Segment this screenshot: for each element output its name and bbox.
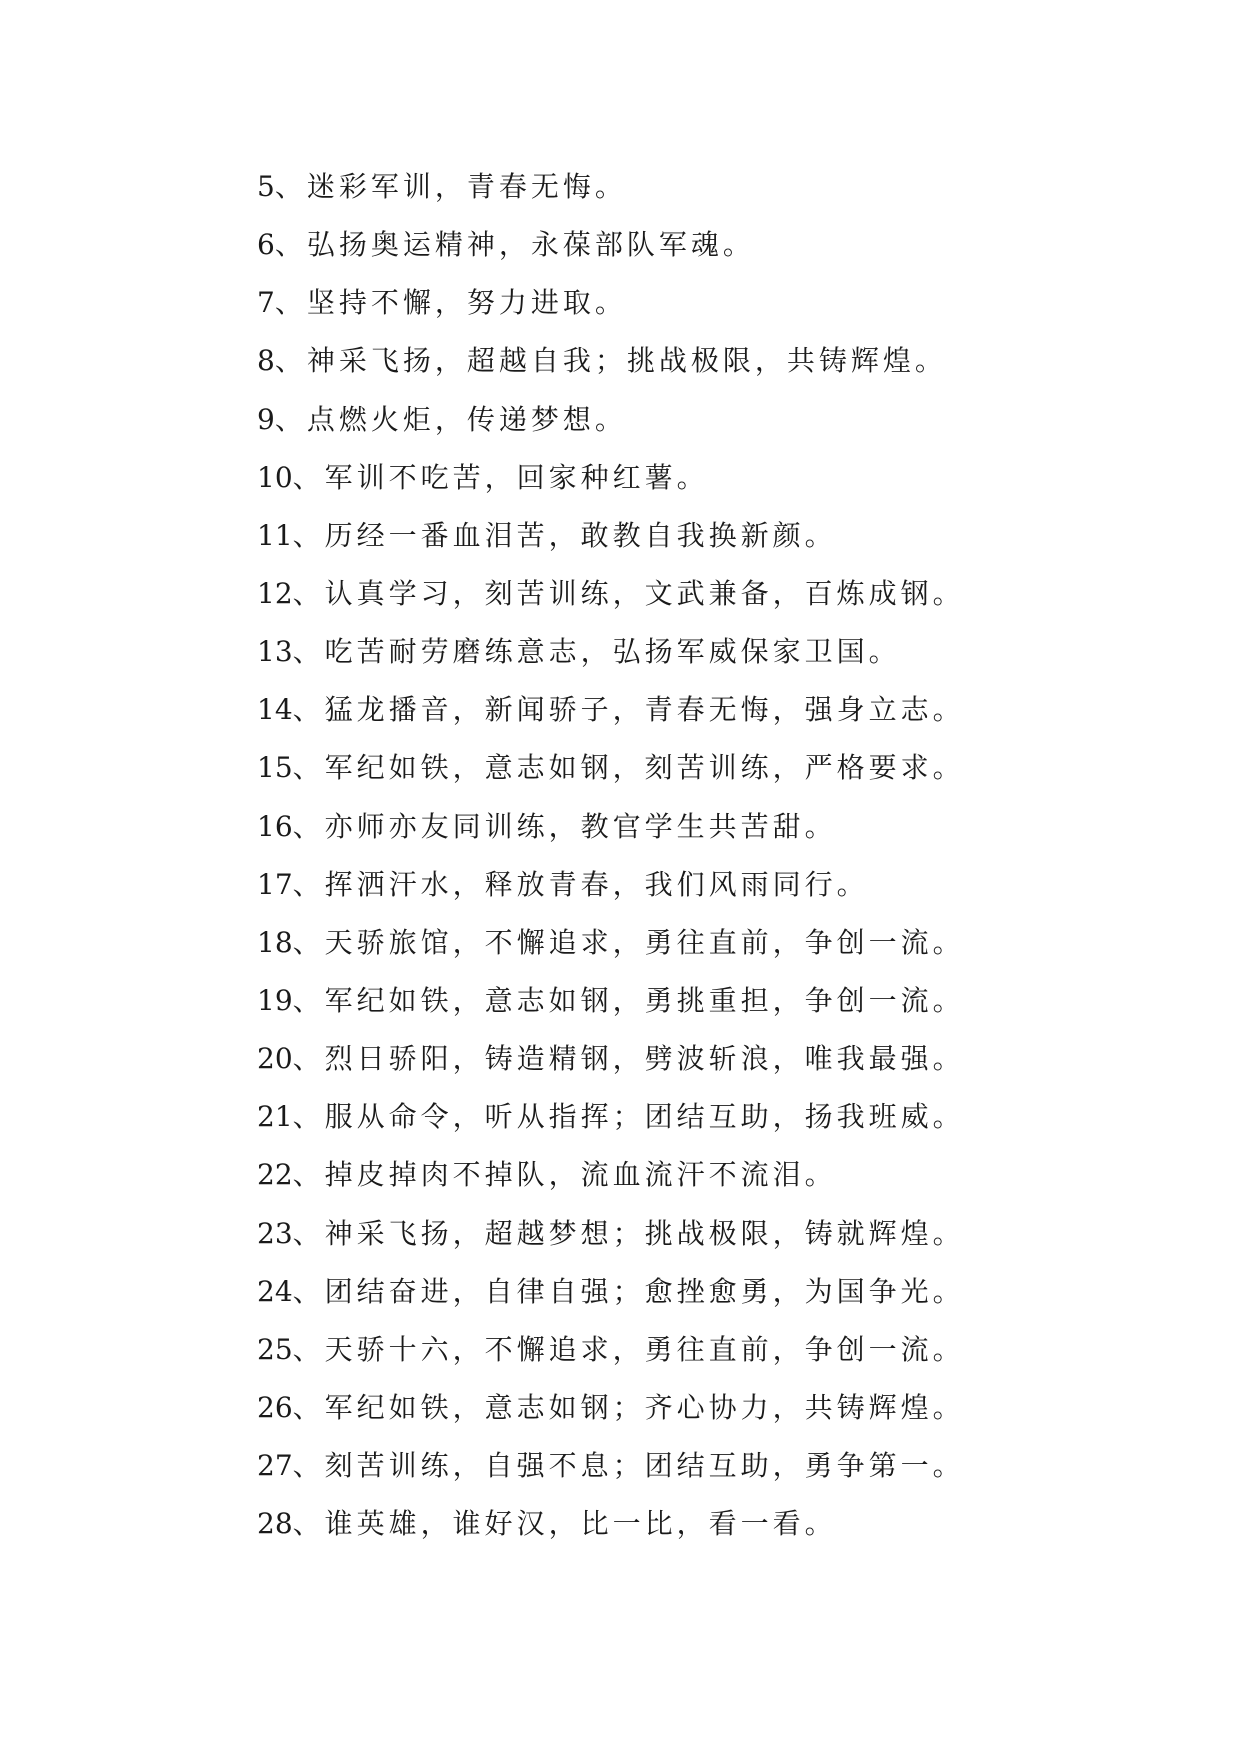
item-separator: 、 (292, 1158, 325, 1192)
item-text: 神采飞扬，超越自我；挑战极限，共铸辉煌。 (306, 344, 947, 378)
item-text: 坚持不懈，努力进取。 (306, 286, 627, 320)
item-text: 亦师亦友同训练，教官学生共苦甜。 (324, 809, 837, 843)
item-text: 掉皮掉肉不掉队，流血流汗不流泪。 (324, 1158, 837, 1192)
item-text: 猛龙播音，新闻骄子，青春无悔，强身立志。 (324, 693, 965, 727)
item-text: 烈日骄阳，铸造精钢，劈波斩浪，唯我最强。 (324, 1042, 965, 1076)
list-item (257, 1030, 1197, 1088)
item-separator: 、 (292, 635, 325, 669)
slogan-list (257, 158, 1197, 1553)
item-separator: 、 (292, 1449, 325, 1483)
item-text: 军训不吃苦，回家种红薯。 (324, 460, 709, 494)
list-item (257, 565, 1197, 623)
item-separator: 、 (292, 1507, 325, 1541)
item-number: 7 (257, 286, 275, 320)
list-item (257, 158, 1197, 216)
item-text: 军纪如铁，意志如钢；齐心协力，共铸辉煌。 (324, 1390, 965, 1424)
item-text: 刻苦训练，自强不息；团结互助，勇争第一。 (324, 1449, 965, 1483)
item-separator: 、 (292, 576, 325, 610)
item-separator: 、 (292, 983, 325, 1017)
list-item (257, 1495, 1197, 1553)
item-separator: 、 (292, 925, 325, 959)
item-separator: 、 (292, 1216, 325, 1250)
item-number: 6 (257, 228, 275, 262)
item-number: 22 (257, 1158, 293, 1192)
list-item (257, 216, 1197, 274)
list-item (257, 856, 1197, 914)
item-separator: 、 (274, 344, 307, 378)
list-item (257, 1437, 1197, 1495)
list-item (257, 332, 1197, 390)
item-number: 23 (257, 1216, 293, 1250)
item-separator: 、 (292, 1390, 325, 1424)
item-number: 17 (257, 867, 293, 901)
item-text: 军纪如铁，意志如钢，刻苦训练，严格要求。 (324, 751, 965, 785)
item-text: 团结奋进，自律自强；愈挫愈勇，为国争光。 (324, 1274, 965, 1308)
item-separator: 、 (292, 693, 325, 727)
item-number: 20 (257, 1042, 293, 1076)
item-separator: 、 (292, 1274, 325, 1308)
item-number: 15 (257, 751, 293, 785)
item-text: 迷彩军训，青春无悔。 (306, 170, 627, 203)
list-item (257, 798, 1197, 856)
item-text: 神采飞扬，超越梦想；挑战极限，铸就辉煌。 (324, 1216, 965, 1250)
list-item (257, 449, 1197, 507)
item-text: 认真学习，刻苦训练，文武兼备，百炼成钢。 (324, 576, 965, 610)
item-text: 天骄旅馆，不懈追求，勇往直前，争创一流。 (324, 925, 965, 959)
item-separator: 、 (274, 286, 307, 320)
item-number: 27 (257, 1449, 293, 1483)
item-separator: 、 (292, 1042, 325, 1076)
item-separator: 、 (292, 867, 325, 901)
item-number: 24 (257, 1274, 293, 1308)
list-item (257, 507, 1197, 565)
item-number: 16 (257, 809, 293, 843)
list-item (257, 914, 1197, 972)
list-item (257, 972, 1197, 1030)
item-separator: 、 (292, 1332, 325, 1366)
list-item (257, 1205, 1197, 1263)
list-item (257, 274, 1197, 332)
list-item (257, 739, 1197, 797)
item-text: 天骄十六，不懈追求，勇往直前，争创一流。 (324, 1332, 965, 1366)
item-text: 挥洒汗水，释放青春，我们风雨同行。 (324, 867, 869, 901)
item-number: 11 (257, 518, 293, 552)
list-item (257, 1146, 1197, 1204)
item-separator: 、 (274, 170, 307, 203)
item-text: 吃苦耐劳磨练意志，弘扬军威保家卫国。 (324, 635, 901, 669)
item-number: 5 (257, 170, 275, 203)
item-number: 14 (257, 693, 293, 727)
list-item (257, 391, 1197, 449)
list-item (257, 1263, 1197, 1321)
item-text: 历经一番血泪苦，敢教自我换新颜。 (324, 518, 837, 552)
item-separator: 、 (274, 228, 307, 262)
item-separator: 、 (292, 460, 325, 494)
item-number: 25 (257, 1332, 293, 1366)
item-number: 19 (257, 983, 293, 1017)
item-number: 13 (257, 635, 293, 669)
list-item (257, 681, 1197, 739)
list-item (257, 1379, 1197, 1437)
item-text: 谁英雄，谁好汉，比一比，看一看。 (324, 1507, 837, 1541)
item-number: 12 (257, 576, 293, 610)
item-number: 8 (257, 344, 275, 378)
list-item (257, 1321, 1197, 1379)
item-text: 服从命令，听从指挥；团结互助，扬我班威。 (324, 1100, 965, 1134)
item-text: 弘扬奥运精神，永葆部队军魂。 (306, 228, 755, 262)
item-number: 28 (257, 1507, 293, 1541)
item-separator: 、 (292, 751, 325, 785)
item-number: 26 (257, 1390, 293, 1424)
item-number: 9 (257, 402, 275, 436)
list-item (257, 623, 1197, 681)
item-separator: 、 (292, 809, 325, 843)
item-separator: 、 (274, 402, 307, 436)
item-number: 18 (257, 925, 293, 959)
list-item (257, 1088, 1197, 1146)
item-separator: 、 (292, 1100, 325, 1134)
item-separator: 、 (292, 518, 325, 552)
item-number: 21 (257, 1100, 293, 1134)
item-text: 军纪如铁，意志如钢，勇挑重担，争创一流。 (324, 983, 965, 1017)
item-text: 点燃火炬，传递梦想。 (306, 402, 627, 436)
item-number: 10 (257, 460, 293, 494)
